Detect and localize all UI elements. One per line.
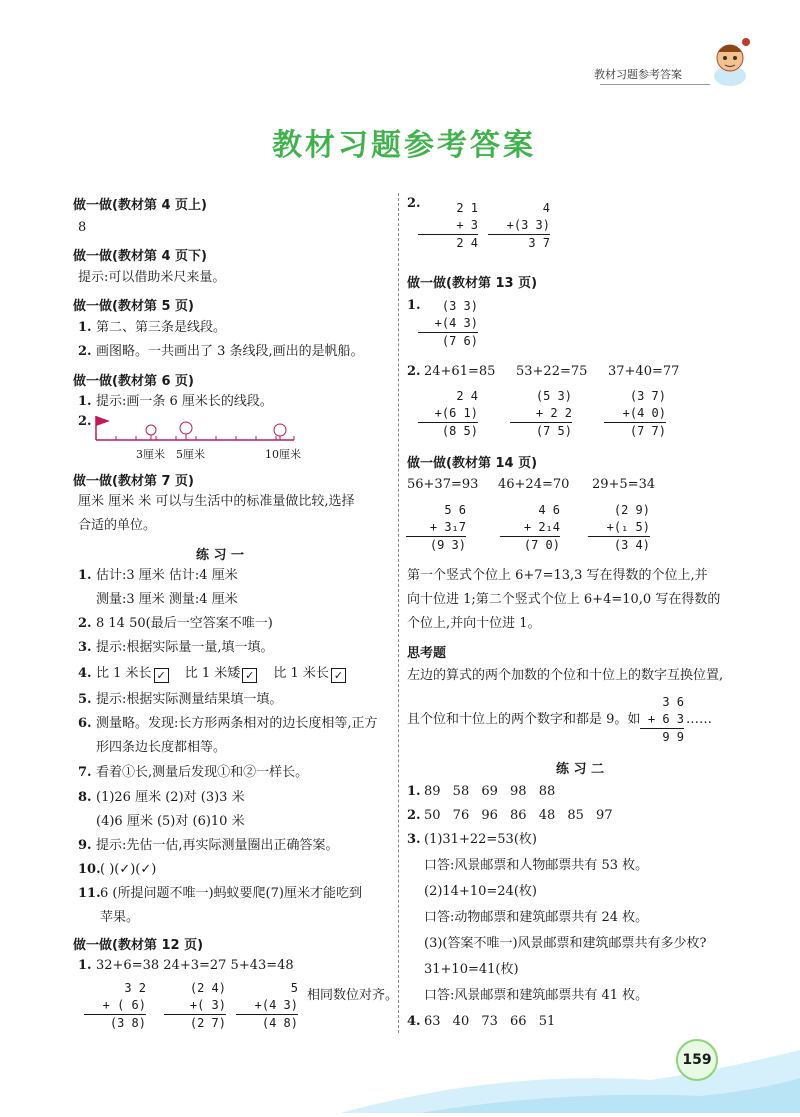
answer-text: (4)6 厘米 (5)对 (6)10 米: [96, 814, 245, 829]
vertical-addition: [236, 980, 298, 1032]
checkbox-checked: ✓: [154, 668, 169, 683]
option-label: 比 1 米矮: [184, 666, 241, 681]
answer-text: 提示:画一条 6 厘米长的线段。: [96, 394, 273, 409]
item-number: 2.: [407, 364, 421, 379]
item-number: 2.: [78, 616, 92, 631]
option-label: 比 1 米长: [273, 666, 329, 681]
addend: 4: [542, 201, 550, 215]
equation: 46+24=70: [498, 477, 570, 492]
answer-text: ( )(✓)(✓): [100, 862, 157, 877]
answer-text: 第二、第三条是线段。: [96, 320, 227, 335]
note-text: 相同数位对齐。: [307, 988, 399, 1003]
answer-text: 苹果。: [100, 910, 140, 925]
item-number: 11.: [78, 886, 101, 901]
answer-text: 89 58 69 98 88: [424, 784, 556, 799]
addend: + ( 6): [84, 997, 146, 1015]
ruler-label: 3厘米: [136, 448, 165, 461]
sum: 2 4: [456, 236, 478, 250]
answer-text: 画图略。一共画出了 3 条线段,画出的是帆船。: [96, 344, 364, 359]
section-heading: 做一做(教材第 12 页): [73, 938, 204, 953]
section-heading: 做一做(教材第 6 页): [73, 374, 194, 389]
mascot-icon: [708, 34, 754, 90]
answer-text: 提示:可以借助米尺来量。: [78, 270, 226, 285]
sum: (7 7): [629, 424, 666, 438]
answer-text: 32+6=38 24+3=27 5+43=48: [96, 958, 294, 973]
item-number: 2.: [407, 196, 421, 211]
exercise-heading: 练 习 二: [555, 762, 605, 777]
answer-text: (3)(答案不唯一)风景邮票和建筑邮票共有多少枚?: [424, 936, 707, 951]
answer-text: 厘米 厘米 米 可以与生活中的标准量做比较,选择: [78, 494, 355, 509]
equation: 56+37=93: [407, 477, 479, 492]
answer-text: 测量:3 厘米 测量:4 厘米: [96, 592, 238, 607]
vertical-addition: [510, 388, 572, 440]
addend: 2 4: [456, 389, 478, 403]
sum: 9 9: [662, 730, 684, 744]
equation: 53+22=75: [516, 364, 588, 379]
answer-text: (2)14+10=24(枚): [424, 884, 537, 899]
explanation-text: 个位上,并向十位进 1。: [407, 616, 541, 631]
item-number: 7.: [78, 765, 92, 780]
answer-text: 提示:根据实际量一量,填一填。: [96, 640, 274, 655]
addend: 5 6: [444, 503, 466, 517]
addend: 3 2: [124, 981, 146, 995]
header-rule: [600, 84, 710, 85]
page-number: 159: [676, 1039, 718, 1081]
item-number: 2.: [78, 414, 92, 429]
answer-text: 测量略。发现:长方形两条相对的边长度相等,正方: [96, 716, 378, 731]
answer-text: (1)26 厘米 (2)对 (3)3 米: [96, 790, 245, 805]
section-heading: 做一做(教材第 4 页上): [73, 198, 207, 213]
addend: +(₁ 5): [588, 519, 650, 537]
answer-text: 合适的单位。: [78, 518, 157, 533]
exercise-heading: 练 习 一: [195, 548, 245, 563]
answer-text: (1)31+22=53(枚): [424, 832, 537, 847]
addend: (2 4): [189, 981, 226, 995]
vertical-addition: [418, 200, 478, 252]
vertical-addition: [640, 694, 684, 746]
item-number: 1.: [78, 568, 92, 583]
section-heading: 做一做(教材第 13 页): [407, 276, 538, 291]
equation: 29+5=34: [592, 477, 656, 492]
answer-text: 提示:先估一估,再实际测量圈出正确答案。: [96, 838, 339, 853]
option-label: 比 1 米长: [96, 666, 152, 681]
addend: + 3₁7: [406, 519, 466, 537]
sum: (4 8): [261, 1016, 298, 1030]
vertical-addition: [604, 388, 666, 440]
section-heading: 思考题: [407, 646, 447, 661]
answer-text: 8 14 50(最后一空答案不唯一): [96, 616, 273, 631]
explanation-text: 第一个竖式个位上 6+7=13,3 写在得数的个位上,并: [407, 568, 708, 583]
vertical-addition: [500, 502, 560, 554]
addend: + 2₁4: [500, 519, 560, 537]
addend: + 6 3: [640, 711, 684, 729]
answer-text: 估计:3 厘米 估计:4 厘米: [96, 568, 238, 583]
vertical-addition: [418, 298, 478, 350]
item-number: 1.: [407, 298, 421, 313]
running-header: 教材习题参考答案: [594, 68, 682, 81]
item-number: 4.: [407, 1014, 421, 1029]
sum: (2 7): [189, 1016, 226, 1030]
addend: (2 9): [613, 503, 650, 517]
vertical-addition: [406, 502, 466, 554]
equation: 24+61=85: [424, 364, 496, 379]
explanation-text: 向十位进 1;第二个竖式个位上 6+4=10,0 写在得数的: [407, 592, 721, 607]
column-divider: [398, 193, 399, 1033]
item-number: 2.: [407, 808, 421, 823]
addend: 4 6: [538, 503, 560, 517]
answer-text: 口答:风景邮票和建筑邮票共有 41 枚。: [424, 988, 649, 1003]
answer-text: 6 (所提问题不唯一)蚂蚁要爬(7)厘米才能吃到: [100, 886, 362, 901]
sum: (7 6): [441, 334, 478, 348]
sum: (8 5): [441, 424, 478, 438]
vertical-addition: [588, 502, 650, 554]
addend: 5: [290, 981, 298, 995]
item-number: 9.: [78, 838, 92, 853]
addend: +(4 3): [418, 315, 478, 333]
page-title: 教材习题参考答案: [272, 128, 536, 163]
addend: +(4 3): [236, 997, 298, 1015]
answer-text: 63 40 73 66 51: [424, 1014, 556, 1029]
item-number: 8.: [78, 790, 92, 805]
addend: +( 3): [164, 997, 226, 1015]
answer-text: 看着①长,测量后发现①和②一样长。: [96, 765, 309, 780]
item-number: 2.: [78, 344, 92, 359]
addend: 2 1: [456, 201, 478, 215]
section-heading: 做一做(教材第 5 页): [73, 299, 194, 314]
section-heading: 做一做(教材第 4 页下): [73, 249, 207, 264]
sum: (7 0): [523, 538, 560, 552]
section-heading: 做一做(教材第 14 页): [407, 456, 538, 471]
addend: + 2 2: [510, 405, 572, 423]
item-number: 6.: [78, 716, 92, 731]
answer-text: 50 76 96 86 48 85 97: [424, 808, 613, 823]
section-heading: 做一做(教材第 7 页): [73, 474, 194, 489]
answer-text: 提示:根据实际测量结果填一填。: [96, 692, 283, 707]
vertical-addition: [488, 200, 550, 252]
answer-text: 口答:风景邮票和人物邮票共有 53 枚。: [424, 858, 649, 873]
answer-text: 31+10=41(枚): [424, 962, 519, 977]
answer-text: 口答:动物邮票和建筑邮票共有 24 枚。: [424, 910, 649, 925]
addend: 3 6: [662, 695, 684, 709]
vertical-addition: [164, 980, 226, 1032]
vertical-addition: [418, 388, 478, 440]
item-number: 5.: [78, 692, 92, 707]
vertical-addition: [84, 980, 146, 1032]
addend: +(6 1): [418, 405, 478, 423]
addend: (5 3): [535, 389, 572, 403]
explanation-text: 左边的算式的两个加数的个位和十位上的数字互换位置,: [407, 668, 724, 683]
addend: (3 7): [629, 389, 666, 403]
item-number: 1.: [78, 320, 92, 335]
checkbox-checked: ✓: [242, 668, 257, 683]
addend: +(3 3): [488, 217, 550, 235]
equation: 37+40=77: [608, 364, 680, 379]
item-number: 1.: [78, 958, 92, 973]
sum: (9 3): [429, 538, 466, 552]
answer-text: 8: [78, 220, 87, 235]
checkbox-checked: ✓: [331, 668, 346, 683]
ellipsis-text: ……: [686, 712, 712, 727]
sum: (7 5): [535, 424, 572, 438]
item-number: 3.: [407, 832, 421, 847]
item-number: 3.: [78, 640, 92, 655]
ruler-figure: [90, 412, 300, 444]
item-number: 1.: [78, 394, 92, 409]
addend: +(4 0): [604, 405, 666, 423]
ruler-label: 10厘米: [265, 448, 301, 461]
sum: 3 7: [528, 236, 550, 250]
item-number: 4.: [78, 666, 92, 681]
addend: + 3: [418, 217, 478, 235]
sum: (3 8): [109, 1016, 146, 1030]
addend: (3 3): [441, 299, 478, 313]
ruler-label: 5厘米: [176, 448, 205, 461]
item-number: 1.: [407, 784, 421, 799]
answer-text: 形四条边长度都相等。: [96, 740, 227, 755]
explanation-text: 且个位和十位上的两个数字和都是 9。如: [407, 712, 641, 727]
item-number: 10.: [78, 862, 101, 877]
sum: (3 4): [613, 538, 650, 552]
answer-text: [96, 666, 346, 683]
